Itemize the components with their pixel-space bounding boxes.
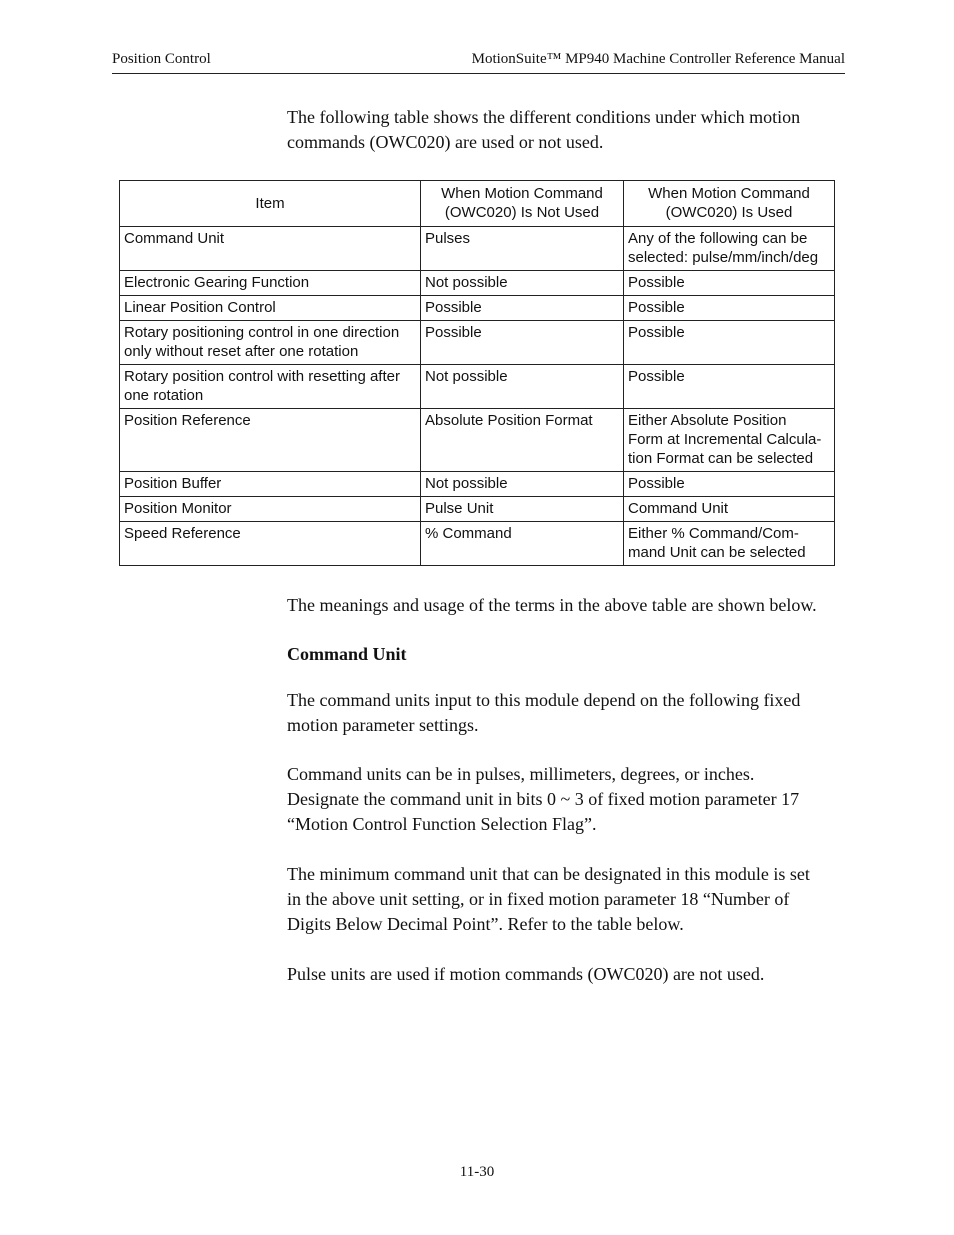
paragraph-line: “Motion Control Function Selection Flag”. (287, 814, 597, 834)
paragraph-3 (287, 862, 847, 937)
row-used: Possible (624, 472, 835, 497)
paragraph-4 (287, 962, 847, 987)
table-row (120, 296, 835, 321)
paragraph-2 (287, 762, 847, 837)
row-not-used: Pulses (421, 227, 624, 271)
paragraph-line: Command units can be in pulses, millimeters, degrees, or inches. (287, 764, 755, 784)
row-used: Command Unit (624, 497, 835, 522)
table-row (120, 321, 835, 365)
table-header-row (120, 181, 835, 227)
row-not-used: Possible (421, 296, 624, 321)
paragraph-line: Pulse units are used if motion commands (OWC020) are not used. (287, 964, 765, 984)
motion-command-conditions-table (119, 180, 835, 566)
intro-line: commands (OWC020) are used or not used. (287, 132, 604, 152)
intro-line: The following table shows the different conditions under which motion (287, 107, 801, 127)
row-item: Linear Position Control (120, 296, 421, 321)
table-row (120, 497, 835, 522)
section-heading (287, 642, 847, 667)
row-not-used: Pulse Unit (421, 497, 624, 522)
row-not-used: Not possible (421, 472, 624, 497)
page-header (112, 51, 845, 74)
row-not-used: Possible (421, 321, 624, 365)
row-used: Either % Command/Com- mand Unit can be selected (624, 522, 835, 566)
header-section-title: Position Control (112, 51, 211, 67)
row-used: Possible (624, 271, 835, 296)
section-heading-text: Command Unit (287, 644, 407, 664)
row-used: Possible (624, 296, 835, 321)
table-row (120, 365, 835, 409)
paragraph-line: motion parameter settings. (287, 715, 479, 735)
row-item: Position Buffer (120, 472, 421, 497)
row-item: Position Reference (120, 409, 421, 472)
paragraph-line: Digits Below Decimal Point”. Refer to the table below. (287, 914, 684, 934)
paragraph-1 (287, 688, 847, 738)
row-not-used: Not possible (421, 271, 624, 296)
row-item: Speed Reference (120, 522, 421, 566)
row-not-used: Absolute Position Format (421, 409, 624, 472)
paragraph-line: in the above unit setting, or in fixed motion parameter 18 “Number of (287, 889, 790, 909)
row-item: Electronic Gearing Function (120, 271, 421, 296)
header-not-used: When Motion Command (OWC020) Is Not Used (421, 181, 624, 227)
page-footer (0, 1164, 954, 1181)
row-used: Any of the following can be selected: pulse/mm/inch/deg (624, 227, 835, 271)
row-item: Rotary positioning control in one direction only without reset after one rotation (120, 321, 421, 365)
row-item: Position Monitor (120, 497, 421, 522)
table-row (120, 409, 835, 472)
row-item: Rotary position control with resetting after one rotation (120, 365, 421, 409)
row-item: Command Unit (120, 227, 421, 271)
table-row (120, 271, 835, 296)
paragraph-line: The minimum command unit that can be designated in this module is set (287, 864, 810, 884)
row-used: Either Absolute Position Form at Incremental Calcula- tion Format can be selected (624, 409, 835, 472)
paragraph-line: The command units input to this module depend on the following fixed (287, 690, 801, 710)
after-table-text: The meanings and usage of the terms in the above table are shown below. (287, 595, 817, 615)
table-row (120, 522, 835, 566)
intro-paragraph (287, 105, 847, 155)
header-item: Item (120, 181, 421, 227)
header-manual-title: MotionSuite™ MP940 Machine Controller Reference Manual (471, 51, 845, 67)
row-not-used: % Command (421, 522, 624, 566)
page-number: 11-30 (459, 1164, 495, 1180)
row-used: Possible (624, 321, 835, 365)
after-table-paragraph (287, 593, 847, 618)
table-row (120, 227, 835, 271)
row-used: Possible (624, 365, 835, 409)
header-used: When Motion Command (OWC020) Is Used (624, 181, 835, 227)
paragraph-line: Designate the command unit in bits 0 ~ 3 of fixed motion parameter 17 (287, 789, 800, 809)
table-row (120, 472, 835, 497)
row-not-used: Not possible (421, 365, 624, 409)
